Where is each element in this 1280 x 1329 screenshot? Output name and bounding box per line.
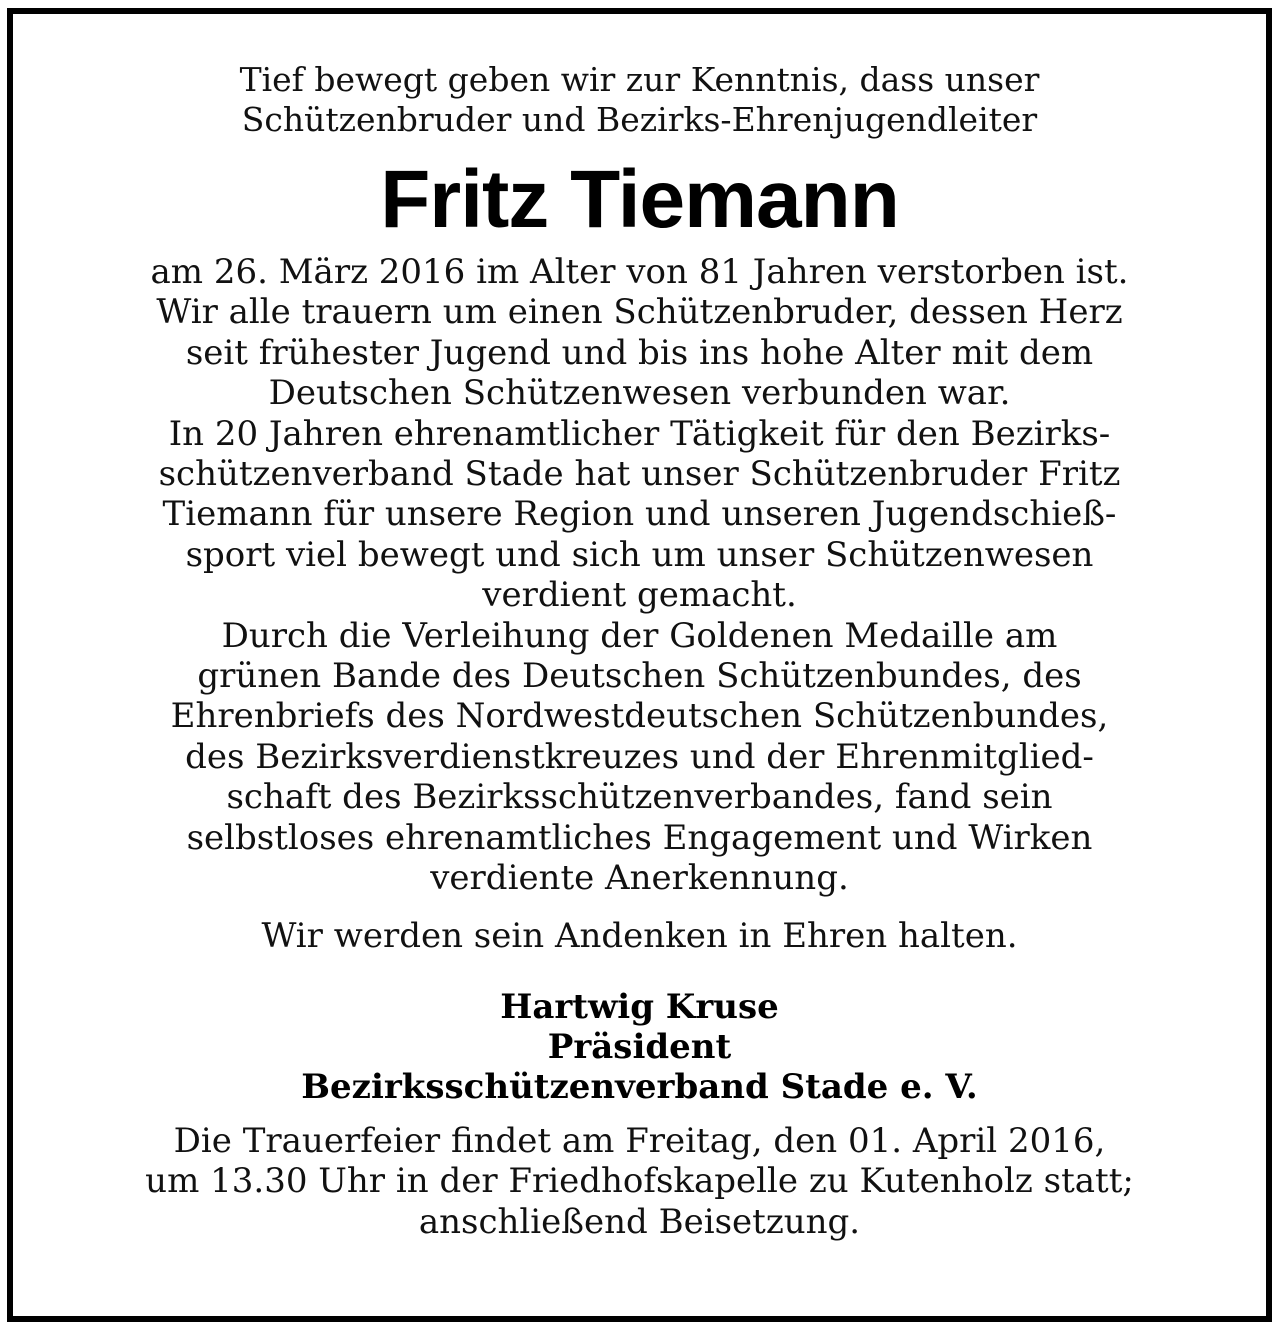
signature-block bbox=[13, 987, 1266, 1107]
body-line: Ehrenbriefs des Nordwestdeutschen Schützenbundes, bbox=[170, 696, 1109, 737]
body-line: In 20 Jahren ehrenamtlicher Tätigkeit für den Bezirks- bbox=[168, 413, 1111, 454]
funeral-line: um 13.30 Uhr in der Friedhofskapelle zu Kutenholz statt; bbox=[145, 1161, 1134, 1201]
body-line: seit frühester Jugend und bis ins hohe Alter mit dem bbox=[185, 332, 1094, 373]
body-line: grünen Bande des Deutschen Schützenbundes, des bbox=[197, 656, 1082, 697]
signature-person: Hartwig Kruse bbox=[500, 986, 779, 1027]
body-line: Wir alle trauern um einen Schützenbruder, dessen Herz bbox=[156, 292, 1123, 333]
obituary-notice bbox=[13, 60, 1266, 1242]
body-line: Tiemann für unsere Region und unseren Jugendschieß- bbox=[162, 494, 1117, 535]
body-line: sport viel bewegt und sich um unser Schützenwesen bbox=[185, 534, 1094, 575]
body-line: verdient gemacht. bbox=[482, 575, 797, 616]
funeral-line: Die Trauerfeier findet am Freitag, den 01. April 2016, bbox=[173, 1120, 1106, 1161]
signature-organization: Bezirksschützenverband Stade e. V. bbox=[301, 1066, 978, 1107]
closing-line: Wir werden sein Andenken in Ehren halten. bbox=[261, 915, 1018, 956]
body-line: verdiente Anerkennung. bbox=[430, 858, 849, 899]
body-line: des Bezirksverdienstkreuzes und der Ehrenmitglied- bbox=[185, 736, 1094, 777]
intro-line: Schützenbruder und Bezirks-Ehrenjugendleiter bbox=[241, 100, 1038, 139]
deceased-name: Fritz Tiemann bbox=[380, 154, 899, 245]
body-line: Durch die Verleihung der Goldenen Medaille am bbox=[221, 615, 1058, 656]
body-text bbox=[13, 252, 1266, 899]
notice-border bbox=[7, 8, 1272, 1322]
intro-line: Tief bewegt geben wir zur Kenntnis, dass unser bbox=[239, 60, 1040, 99]
signature-title: Präsident bbox=[547, 1026, 732, 1067]
body-line: schaft des Bezirksschützenverbandes, fand sein bbox=[226, 777, 1053, 818]
body-line: schützenverband Stade hat unser Schützenbruder Fritz bbox=[158, 454, 1121, 495]
intro-text bbox=[13, 60, 1266, 140]
body-line: Deutschen Schützenwesen verbunden war. bbox=[268, 373, 1011, 414]
body-line: selbstloses ehrenamtliches Engagement und Wirken bbox=[186, 817, 1093, 858]
funeral-info bbox=[13, 1121, 1266, 1243]
funeral-line: anschließend Beisetzung. bbox=[418, 1201, 861, 1242]
body-line: am 26. März 2016 im Alter von 81 Jahren verstorben ist. bbox=[150, 252, 1129, 292]
